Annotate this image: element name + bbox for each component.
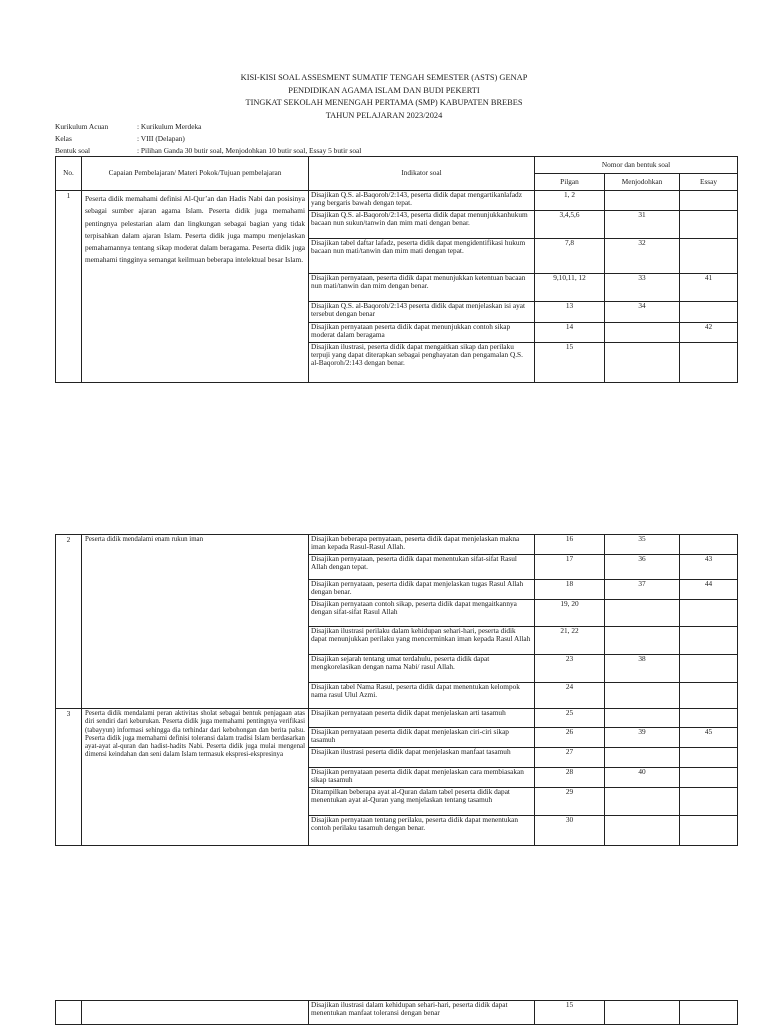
indikator-cell: Disajikan ilustrasi, peserta didik dapat mengaitkan sikap dan perilaku terpuji yang dapat diterapkan sebagai penghayatan dan pengamalan Q.S. al-Baqoroh/2:143 dengan benar. [309,343,535,383]
table-row [56,535,738,555]
row-number [56,1001,82,1025]
indikator-cell: Disajikan beberapa pernyataan, peserta didik dapat menjelaskan makna iman kepada Rasul-Rasul Allah. [309,535,535,555]
pilgan-cell: 16 [535,535,605,555]
pilgan-cell: 13 [535,302,605,323]
indikator-cell: Disajikan pernyataan, peserta didik dapat menunjukkan ketentuan bacaan nun mati/tanwin dan mim dengan benar. [309,274,535,302]
essay-cell [680,1001,738,1025]
essay-cell [680,709,738,728]
document-header [0,72,768,122]
menjodohkan-cell [605,1001,680,1025]
table-row [56,709,738,728]
document-year: TAHUN PELAJARAN 2023/2024 [325,110,443,120]
essay-cell [680,683,738,709]
kisi-kisi-table-1 [55,156,738,383]
meta-value: : Kurikulum Merdeka [137,122,202,131]
meta-label: Kelas [55,134,72,143]
menjodohkan-cell [605,816,680,846]
kisi-kisi-table-2 [55,534,738,846]
pilgan-cell: 29 [535,788,605,816]
indikator-cell: Disajikan Q.S. al-Baqoroh/2:143 peserta didik dapat menjelaskan isi ayat tersebut dengan benar [309,302,535,323]
menjodohkan-cell: 36 [605,555,680,580]
capaian-cell: Peserta didik mendalami peran aktivitas sholat sebagai bentuk penjagaan atas diri sendiri dari keburukan. Peserta didik juga memahami pentingnya verifikasi (tabayyun) informasi sehingga dia terhindar dari kebohongan dan berita palsu. Peserta didik juga memahami definisi toleransi dalam tradisi Islam berdasarkan ayat-ayat al-quran dan hadist-hadits Nabi. Peserta didik juga mulai mengenal dimensi keindahan dan seni dalam Islam termasuk ekspresi-ekspresinya [82,709,309,846]
pilgan-cell: 18 [535,580,605,600]
meta-value: : Pilihan Ganda 30 butir soal, Menjodohkan 10 butir soal, Essay 5 butir soal [137,146,362,155]
pilgan-cell: 1, 2 [535,191,605,211]
meta-label: Kurikulum Acuan [55,122,109,131]
indikator-cell: Disajikan pernyataan tentang perilaku, peserta didik dapat menentukan contoh perilaku tasamuh dengan benar. [309,816,535,846]
indikator-cell: Disajikan pernyataan peserta didik dapat menjelaskan ciri-ciri sikap tasamuh [309,728,535,748]
column-header-nomor: Nomor dan bentuk soal [535,157,738,174]
document-title: KISI-KISI SOAL ASSESMENT SUMATIF TENGAH SEMESTER (ASTS) GENAP [240,73,528,82]
pilgan-cell: 19, 20 [535,600,605,627]
essay-cell: 42 [680,323,738,343]
column-header-menjodohkan: Menjodohkan [605,174,680,191]
indikator-cell: Disajikan ilustrasi perilaku dalam kehidupan sehari-hari, peserta didik dapat menunjukkan perilaku yang mencerminkan iman kepada Rasul Allah [309,627,535,655]
menjodohkan-cell: 38 [605,655,680,683]
menjodohkan-cell: 39 [605,728,680,748]
menjodohkan-cell: 32 [605,239,680,274]
indikator-cell: Disajikan ilustrasi dalam kehidupan sehari-hari, peserta didik dapat menentukan manfaat toleransi dengan benar [309,1001,535,1025]
pilgan-cell: 21, 22 [535,627,605,655]
pilgan-cell: 7,8 [535,239,605,274]
pilgan-cell: 3,4,5,6 [535,211,605,239]
menjodohkan-cell: 35 [605,535,680,555]
meta-label: Bentuk soal [55,146,91,155]
menjodohkan-cell [605,191,680,211]
meta-value: : VIII (Delapan) [137,134,185,143]
pilgan-cell: 28 [535,768,605,788]
menjodohkan-cell: 34 [605,302,680,323]
menjodohkan-cell: 33 [605,274,680,302]
column-header-pilgan: Pilgan [535,174,605,191]
indikator-cell: Disajikan Q.S. al-Baqoroh/2:143, peserta didik dapat mengartikanlafadz yang bergaris bawah dengan tepat. [309,191,535,211]
indikator-cell: Disajikan ilustrasi peserta didik dapat menjelaskan manfaat tasamuh [309,748,535,768]
menjodohkan-cell: 40 [605,768,680,788]
menjodohkan-cell [605,600,680,627]
essay-cell [680,600,738,627]
essay-cell [680,627,738,655]
essay-cell [680,768,738,788]
row-number: 3 [56,709,82,846]
essay-cell [680,788,738,816]
pilgan-cell: 24 [535,683,605,709]
essay-cell: 41 [680,274,738,302]
menjodohkan-cell [605,323,680,343]
indikator-cell: Ditampilkan beberapa ayat al-Quran dalam tabel peserta didik dapat menentukan ayat al-Quran yang menjelaskan tentang tasamuh [309,788,535,816]
indikator-cell: Disajikan pernyataan, peserta didik dapat menentukan sifat-sifat Rasul Allah dengan tepat. [309,555,535,580]
capaian-cell [82,1001,309,1025]
essay-cell [680,191,738,211]
kisi-kisi-table-3 [55,1000,738,1025]
capaian-cell: Peserta didik memahami definisi Al-Qur’an dan Hadis Nabi dan posisinya sebagai sumber ajaran agama Islam. Peserta didik juga memahami pentingnya pelestarian alam dan lingkungan sebagai bagian yang tidak terpisahkan dalam ajaran Islam. Peserta didik juga mampu menjelaskan pemahamannya tentang sikap moderat dalam beragama. Peserta didik juga memahami tingginya semangat keilmuan beberapa intelektual besar Islam. [82,191,309,383]
menjodohkan-cell [605,683,680,709]
essay-cell: 44 [680,580,738,600]
menjodohkan-cell: 31 [605,211,680,239]
column-header-capaian: Capaian Pembelajaran/ Materi Pokok/Tujuan pembelajaran [82,157,309,191]
indikator-cell: Disajikan Q.S. al-Baqoroh/2:143, peserta didik dapat menunjukkanhukum bacaan nun sukun/tanwin dan mim mati dengan benar. [309,211,535,239]
column-header-essay: Essay [680,174,738,191]
table-row [56,1001,738,1025]
pilgan-cell: 30 [535,816,605,846]
pilgan-cell: 15 [535,1001,605,1025]
essay-cell [680,211,738,239]
table-row [56,191,738,211]
indikator-cell: Disajikan pernyataan contoh sikap, peserta didik dapat mengaitkannya dengan sifat-sifat Rasul Allah [309,600,535,627]
essay-cell [680,816,738,846]
table-header-row [56,157,738,174]
pilgan-cell: 15 [535,343,605,383]
indikator-cell: Disajikan tabel daftar lafadz, peserta didik dapat mengidentifikasi hukum bacaan nun mati/tanwin dan mim mati dengan tepat. [309,239,535,274]
essay-cell: 43 [680,555,738,580]
menjodohkan-cell [605,343,680,383]
document-level: TINGKAT SEKOLAH MENENGAH PERTAMA (SMP) KABUPATEN BREBES [245,98,523,107]
essay-cell [680,239,738,274]
pilgan-cell: 17 [535,555,605,580]
pilgan-cell: 14 [535,323,605,343]
menjodohkan-cell [605,627,680,655]
row-number: 2 [56,535,82,709]
menjodohkan-cell [605,748,680,768]
indikator-cell: Disajikan pernyataan peserta didik dapat menjelaskan arti tasamuh [309,709,535,728]
essay-cell [680,655,738,683]
indikator-cell: Disajikan sejarah tentang umat terdahulu, peserta didik dapat mengkorelasikan dengan nama Nabi/ rasul Allah. [309,655,535,683]
essay-cell [680,535,738,555]
menjodohkan-cell: 37 [605,580,680,600]
pilgan-cell: 25 [535,709,605,728]
indikator-cell: Disajikan pernyataan, peserta didik dapat menjelaskan tugas Rasul Allah dengan benar. [309,580,535,600]
essay-cell [680,302,738,323]
column-header-indikator: Indikator soal [309,157,535,191]
indikator-cell: Disajikan tabel Nama Rasul, peserta didik dapat menentukan kelompok nama rasul Ulul Azmi. [309,683,535,709]
menjodohkan-cell [605,788,680,816]
document-subject: PENDIDIKAN AGAMA ISLAM DAN BUDI PEKERTI [288,85,480,95]
menjodohkan-cell [605,709,680,728]
column-header-no: No. [56,157,82,191]
indikator-cell: Disajikan pernyataan peserta didik dapat menunjukkan contoh sikap moderat dalam beragama [309,323,535,343]
pilgan-cell: 27 [535,748,605,768]
pilgan-cell: 26 [535,728,605,748]
capaian-cell: Peserta didik mendalami enam rukun iman [82,535,309,709]
pilgan-cell: 23 [535,655,605,683]
indikator-cell: Disajikan pernyataan peserta didik dapat menjelaskan cara membiasakan sikap tasamuh [309,768,535,788]
row-number: 1 [56,191,82,383]
essay-cell [680,343,738,383]
essay-cell [680,748,738,768]
pilgan-cell: 9,10,11, 12 [535,274,605,302]
essay-cell: 45 [680,728,738,748]
